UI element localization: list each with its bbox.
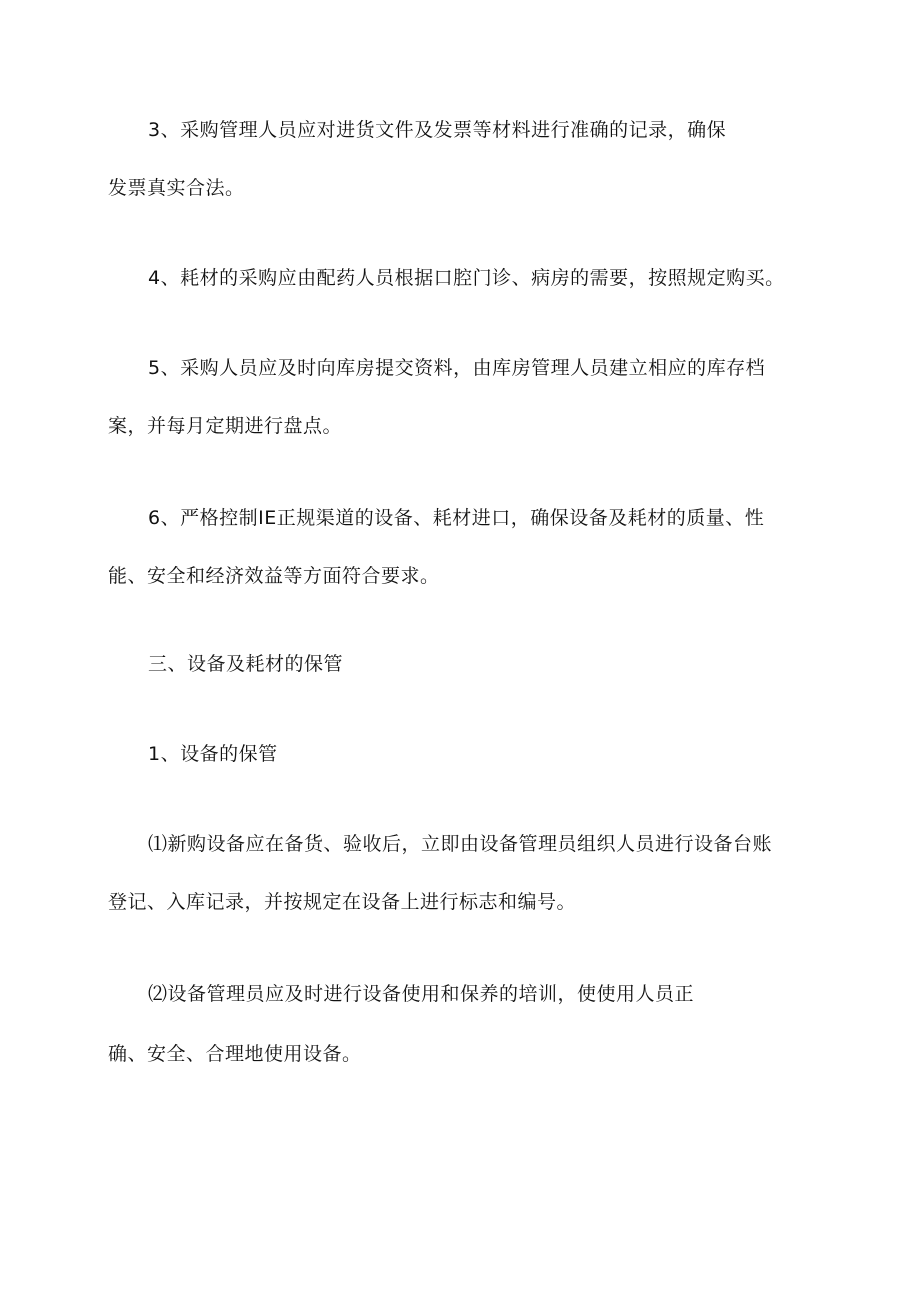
item-1-line-2: 登记、入库记录，并按规定在设备上进行标志和编号。 (108, 891, 577, 913)
paragraph-6-line-1: 6、严格控制IE正规渠道的设备、耗材进口，确保设备及耗材的质量、性 (148, 507, 765, 529)
subsection-heading: 1、设备的保管 (148, 743, 278, 765)
paragraph-6-line-2: 能、安全和经济效益等方面符合要求。 (108, 565, 440, 587)
paragraph-5-line-2: 案，并每月定期进行盘点。 (108, 415, 343, 437)
paragraph-4-line-1: 4、耗材的采购应由配药人员根据口腔门诊、病房的需要，按照规定购买。 (148, 267, 785, 289)
paragraph-3-line-1: 3、采购管理人员应对进货文件及发票等材料进行准确的记录，确保 (148, 119, 727, 141)
item-2-line-2: 确、安全、合理地使用设备。 (108, 1043, 362, 1065)
paragraph-3-line-2: 发票真实合法。 (108, 177, 245, 199)
item-1-line-1: ⑴新购设备应在备货、验收后，立即由设备管理员组织人员进行设备台账 (148, 833, 773, 855)
item-2-line-1: ⑵设备管理员应及时进行设备使用和保养的培训，使使用人员正 (148, 983, 695, 1005)
paragraph-5-line-1: 5、采购人员应及时向库房提交资料，由库房管理人员建立相应的库存档 (148, 357, 766, 379)
section-heading: 三、设备及耗材的保管 (148, 653, 344, 675)
